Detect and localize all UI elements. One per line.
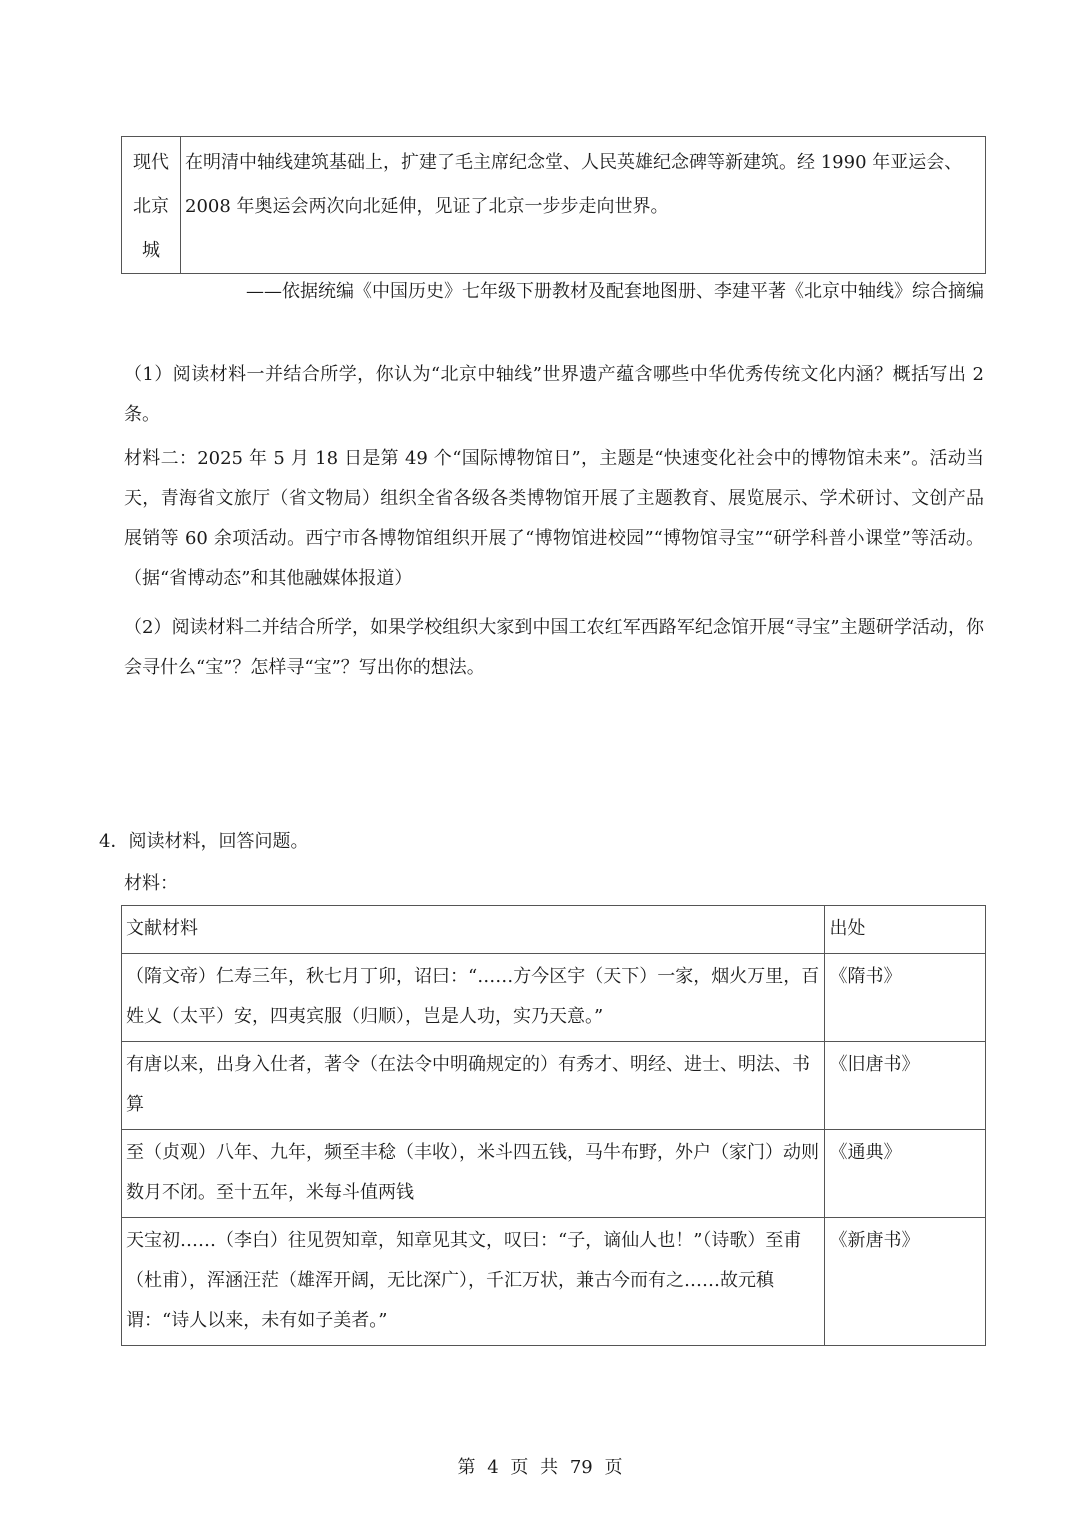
document-text: 天宝初……（李白）往见贺知章，知章见其文，叹曰：“子，谪仙人也！”（诗歌）至甫（杜甫），浑涵汪茫（雄浑开阔，无比深广），千汇万状，兼古今而有之……故元稹谓：“诗人以来，未有如子美者。” [122,1218,825,1346]
document-text: 至（贞观）八年、九年，频至丰稔（丰收），米斗四五钱，马牛布野，外户（家门）动则数月不闭。至十五年，米每斗值两钱 [122,1130,825,1218]
table-row [122,1130,986,1218]
era-line: 现代 [133,152,169,173]
era-cell [122,137,181,274]
era-line: 城 [142,240,160,261]
documents-table [121,905,986,1346]
question-2: （2）阅读材料二并结合所学，如果学校组织大家到中国工农红军西路军纪念馆开展“寻宝”主题研学活动，你会寻什么“宝”？怎样寻“宝”？写出你的想法。 [124,617,984,678]
table-row [122,137,986,274]
question-1: （1）阅读材料一并结合所学，你认为“北京中轴线”世界遗产蕴含哪些中华优秀传统文化内涵？概括写出 2 条。 [124,364,984,425]
material-2: 材料二：2025 年 5 月 18 日是第 49 个“国际博物馆日”，主题是“快速变化社会中的博物馆未来”。活动当天，青海省文旅厅（省文物局）组织全省各级各类博物馆开展了主题教育、展览展示、学术研讨、文创产品展销等 60 余项活动。西宁市各博物馆组织开展了“博物馆进校园”“博物馆寻宝”“研学科普小课堂”等活动。（据“省博动态”和其他融媒体报道） [124,448,984,589]
era-line: 北京 [133,196,169,217]
era-description: 在明清中轴线建筑基础上，扩建了毛主席纪念堂、人民英雄纪念碑等新建筑。经 1990 年亚运会、2008 年奥运会两次向北延伸，见证了北京一步步走向世界。 [181,137,986,274]
table-row [122,1218,986,1346]
table-row [122,1042,986,1130]
material-label: 材料： [124,873,178,894]
document-text: （隋文帝）仁寿三年，秋七月丁卯，诏曰：“……方今区宇（天下）一家，烟火万里，百姓乂（太平）安，四夷宾服（归顺），岂是人功，实乃天意。” [122,954,825,1042]
document-source: 《隋书》 [825,954,986,1042]
table-row [122,954,986,1042]
document-text: 有唐以来，出身入仕者，著令（在法令中明确规定的）有秀才、明经、进士、明法、书算 [122,1042,825,1130]
page-footer: 第 4 页 共 79 页 [457,1457,623,1478]
document-source: 《新唐书》 [825,1218,986,1346]
document-source: 《旧唐书》 [825,1042,986,1130]
source-note: ——依据统编《中国历史》七年级下册教材及配套地图册、李建平著《北京中轴线》综合摘编 [246,281,984,302]
header-source: 出处 [825,906,986,954]
beijing-axis-table [121,136,986,274]
header-documents: 文献材料 [122,906,825,954]
table-header-row [122,906,986,954]
question-4-heading: 4．阅读材料，回答问题。 [99,831,309,852]
document-source: 《通典》 [825,1130,986,1218]
